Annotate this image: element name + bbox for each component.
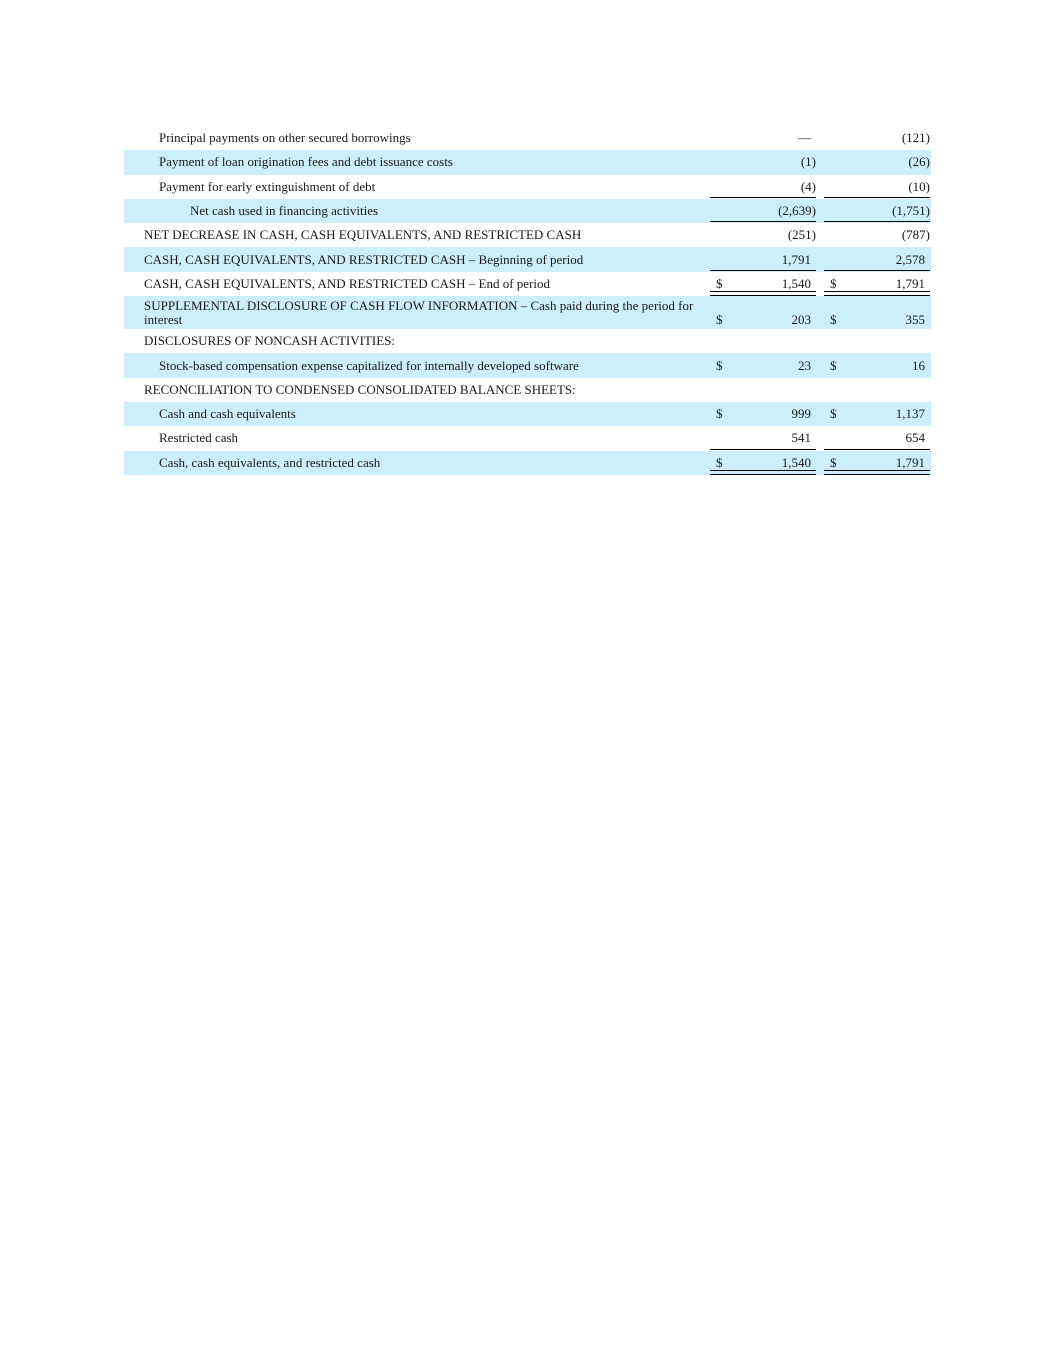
value: — bbox=[798, 130, 811, 146]
value: 541 bbox=[791, 430, 811, 446]
currency-symbol: $ bbox=[830, 454, 837, 470]
subtotal-rule bbox=[824, 197, 930, 198]
row-label: Cash, cash equivalents, and restricted cash bbox=[159, 454, 381, 470]
value: 2,578 bbox=[895, 251, 925, 267]
value-cell-prior bbox=[824, 150, 930, 174]
row-label: Net cash used in financing activities bbox=[190, 203, 379, 219]
value-cell-current bbox=[710, 353, 816, 377]
value-cell-prior bbox=[824, 223, 930, 247]
subtotal-rule bbox=[824, 270, 930, 271]
value: 355 bbox=[905, 312, 925, 328]
value: 23 bbox=[798, 357, 811, 373]
currency-symbol: $ bbox=[716, 275, 723, 291]
currency-symbol: $ bbox=[716, 406, 723, 422]
value: 203 bbox=[791, 312, 811, 328]
row-label: NET DECREASE IN CASH, CASH EQUIVALENTS, AND RESTRICTED CASH bbox=[144, 227, 582, 243]
value-cell-prior bbox=[824, 296, 930, 329]
value-cell-prior bbox=[824, 353, 930, 377]
currency-symbol: $ bbox=[830, 406, 837, 422]
row-label: Restricted cash bbox=[159, 430, 239, 446]
table-row bbox=[124, 126, 931, 150]
section-heading: DISCLOSURES OF NONCASH ACTIVITIES: bbox=[144, 333, 395, 349]
value: (1) bbox=[800, 154, 816, 170]
total-double-rule bbox=[710, 470, 816, 475]
table-row bbox=[124, 402, 931, 426]
table-row bbox=[124, 296, 931, 329]
value-cell-prior bbox=[824, 426, 930, 450]
value: (4) bbox=[800, 178, 816, 194]
value-cell-current bbox=[710, 451, 816, 475]
subtotal-rule bbox=[710, 221, 816, 222]
row-label: CASH, CASH EQUIVALENTS, AND RESTRICTED CASH – Beginning of period bbox=[144, 251, 584, 267]
table-row bbox=[124, 353, 931, 377]
value-cell-current bbox=[710, 175, 816, 199]
value: 1,791 bbox=[895, 454, 925, 470]
value: 1,791 bbox=[895, 275, 925, 291]
value-cell-current bbox=[710, 402, 816, 426]
table-row bbox=[124, 451, 931, 475]
currency-symbol: $ bbox=[716, 312, 723, 328]
row-label: Cash and cash equivalents bbox=[159, 406, 296, 422]
table-row bbox=[124, 175, 931, 199]
value-cell-prior bbox=[824, 247, 930, 271]
value-cell-current bbox=[710, 126, 816, 150]
value: (1,751) bbox=[892, 203, 930, 219]
table-row bbox=[124, 272, 931, 296]
row-label: SUPPLEMENTAL DISCLOSURE OF CASH FLOW INFORMATION – Cash paid during the period for interest bbox=[144, 297, 694, 327]
value: 1,540 bbox=[781, 454, 811, 470]
value-cell-prior bbox=[824, 199, 930, 223]
row-label: Payment of loan origination fees and debt issuance costs bbox=[159, 154, 453, 170]
value-cell-prior bbox=[824, 126, 930, 150]
row-label: Principal payments on other secured borrowings bbox=[159, 130, 411, 146]
value-cell-current bbox=[710, 426, 816, 450]
currency-symbol: $ bbox=[830, 357, 837, 373]
currency-symbol: $ bbox=[716, 454, 723, 470]
value: (121) bbox=[901, 130, 930, 146]
table-row bbox=[124, 247, 931, 271]
currency-symbol: $ bbox=[716, 357, 723, 373]
value: (26) bbox=[908, 154, 930, 170]
table-row bbox=[124, 329, 931, 353]
row-label: Payment for early extinguishment of debt bbox=[159, 178, 376, 194]
value: 1,791 bbox=[781, 251, 811, 267]
value-cell-prior bbox=[824, 451, 930, 475]
value-cell-current bbox=[710, 296, 816, 329]
value: (10) bbox=[908, 178, 930, 194]
value-cell-current bbox=[710, 247, 816, 271]
value: 16 bbox=[912, 357, 925, 373]
table-row bbox=[124, 426, 931, 450]
table-row bbox=[124, 150, 931, 174]
row-label: Stock-based compensation expense capitalized for internally developed software bbox=[159, 357, 579, 373]
value-cell-prior bbox=[824, 402, 930, 426]
value: 654 bbox=[905, 430, 925, 446]
subtotal-rule bbox=[710, 197, 816, 198]
cash-flow-statement-table bbox=[124, 126, 931, 475]
value: 1,540 bbox=[781, 275, 811, 291]
table-row bbox=[124, 378, 931, 402]
section-heading: RECONCILIATION TO CONDENSED CONSOLIDATED BALANCE SHEETS: bbox=[144, 381, 576, 397]
value: (2,639) bbox=[778, 203, 816, 219]
subtotal-rule bbox=[710, 449, 816, 450]
table-row bbox=[124, 223, 931, 247]
value: (251) bbox=[787, 227, 816, 243]
value-cell-current bbox=[710, 272, 816, 296]
value-cell-prior bbox=[824, 175, 930, 199]
currency-symbol: $ bbox=[830, 312, 837, 328]
row-label: CASH, CASH EQUIVALENTS, AND RESTRICTED CASH – End of period bbox=[144, 275, 551, 291]
value: 1,137 bbox=[895, 406, 925, 422]
table-row bbox=[124, 199, 931, 223]
value: (787) bbox=[901, 227, 930, 243]
value-cell-current bbox=[710, 223, 816, 247]
subtotal-rule bbox=[824, 221, 930, 222]
total-double-rule bbox=[824, 470, 930, 475]
subtotal-rule bbox=[710, 270, 816, 271]
subtotal-rule bbox=[824, 449, 930, 450]
value-cell-current bbox=[710, 199, 816, 223]
value: 999 bbox=[791, 406, 811, 422]
currency-symbol: $ bbox=[830, 275, 837, 291]
value-cell-current bbox=[710, 150, 816, 174]
value-cell-prior bbox=[824, 272, 930, 296]
